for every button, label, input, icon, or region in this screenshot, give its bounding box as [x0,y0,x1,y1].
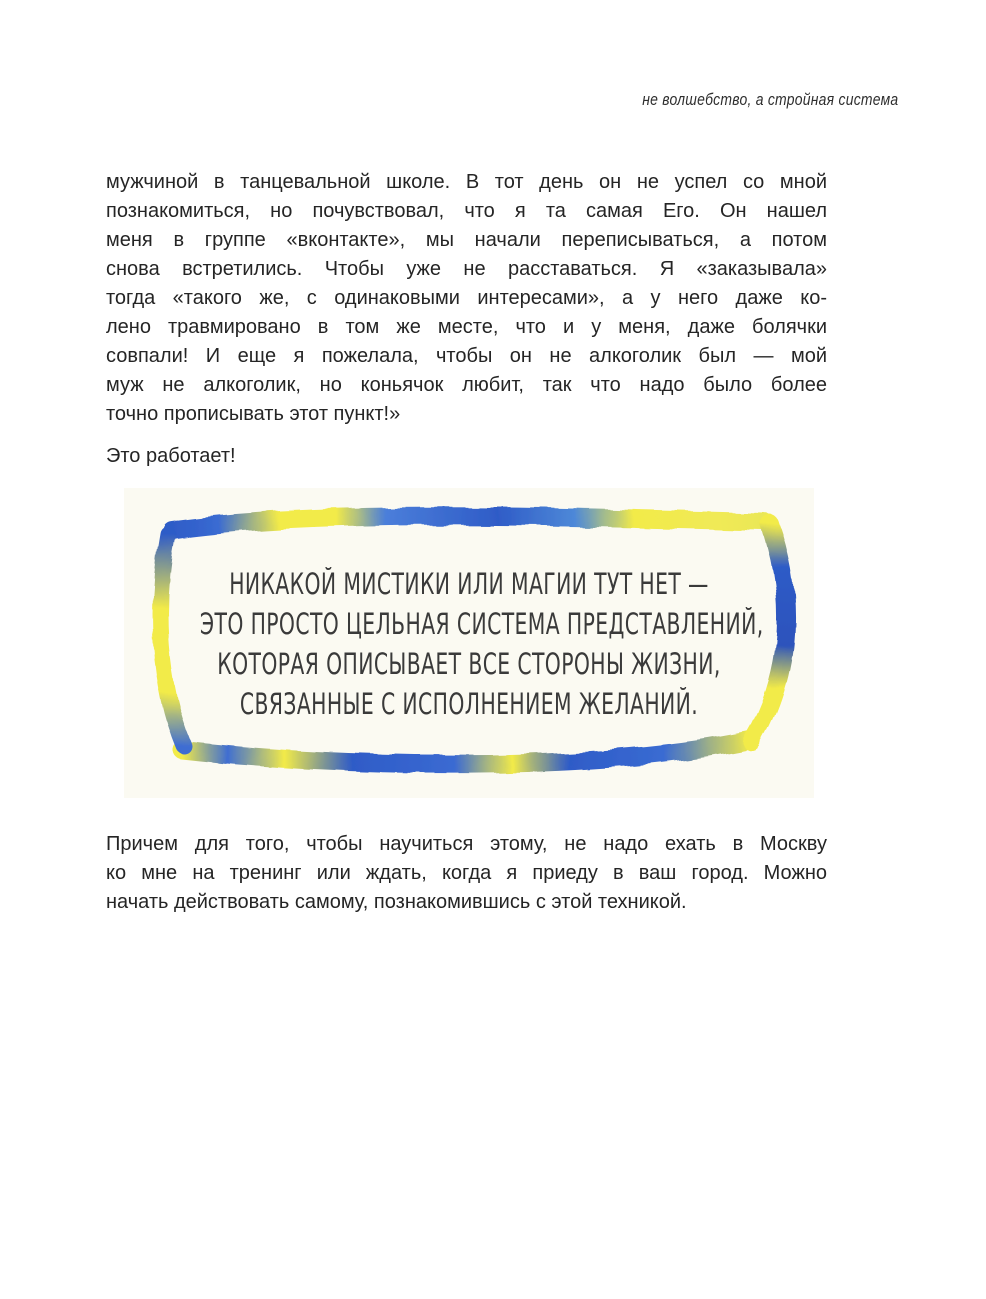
text-line: Это работает! [106,445,236,467]
text-line: совпали! И еще я пожелала, чтобы он не алкоголик был — мой [106,345,827,367]
text-line: познакомиться, но почувствовал, что я та самая Его. Он нашел [106,200,827,222]
paragraph-story-continuation [106,168,827,429]
running-header: не волшебство, а стройная система [641,90,898,109]
text-line: меня в группе «вконтакте», мы начали переписываться, а потом [106,229,827,251]
quote-text [124,564,814,724]
paragraph-no-need-to-travel [106,830,827,917]
text-line: начать действовать самому, познакомившись с этой техникой. [106,891,687,913]
paragraph-it-works [106,442,827,471]
text-line: тогда «такого же, с одинаковыми интересами», а у него даже ко- [106,287,827,309]
quote-line: НИКАКОЙ МИСТИКИ ИЛИ МАГИИ ТУТ НЕТ — [229,567,709,601]
quote-line: ЭТО ПРОСТО ЦЕЛЬНАЯ СИСТЕМА ПРЕДСТАВЛЕНИЙ, [199,607,764,641]
text-line: точно прописывать этот пункт!» [106,403,401,425]
text-line: ко мне на тренинг или ждать, когда я приеду в ваш город. Можно [106,862,827,884]
text-line: муж не алкоголик, но коньячок любит, так что надо было более [106,374,827,396]
text-line: Причем для того, чтобы научиться этому, не надо ехать в Москву [106,833,827,855]
text-line: снова встретились. Чтобы уже не расставаться. Я «заказывала» [106,258,827,280]
text-line: лено травмировано в том же месте, что и у меня, даже болячки [106,316,827,338]
quote-callout [124,488,814,798]
text-line: мужчиной в танцевальной школе. В тот день он не успел со мной [106,171,827,193]
quote-line: СВЯЗАННЫЕ С ИСПОЛНЕНИЕМ ЖЕЛАНИЙ. [239,687,699,721]
quote-line: КОТОРАЯ ОПИСЫВАЕТ ВСЕ СТОРОНЫ ЖИЗНИ, [217,647,721,681]
